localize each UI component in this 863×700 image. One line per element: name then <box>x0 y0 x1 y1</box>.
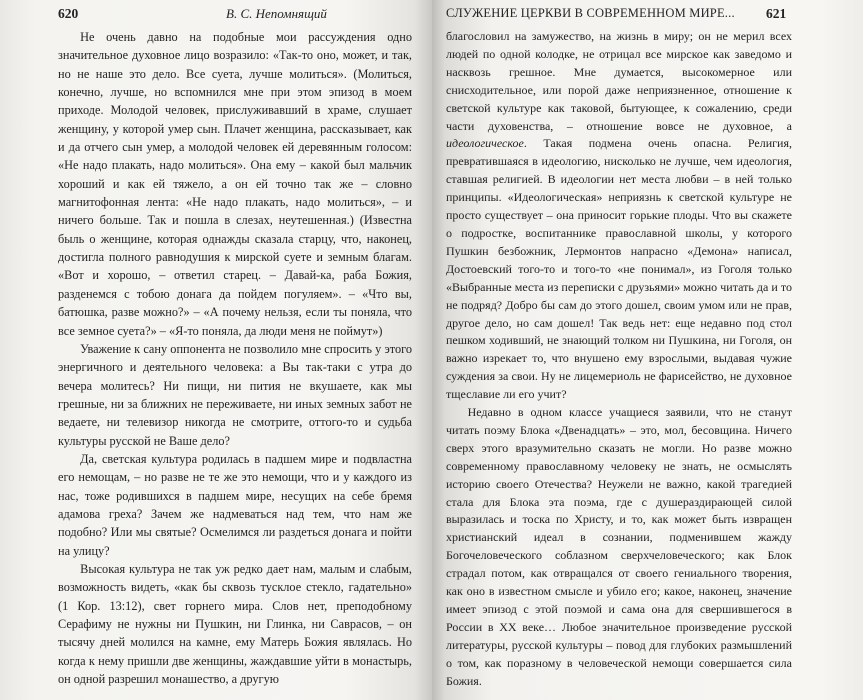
right-running-head: СЛУЖЕНИЕ ЦЕРКВИ В СОВРЕМЕННОМ МИРЕ... <box>446 6 735 20</box>
right-body-text <box>446 28 792 691</box>
left-paragraph-2: Уважение к сану оппонента не позволило мне спросить у этого энергичного и деятельного человека: а Вы так-таки с утра до вечера молитесь? Ни пищи, ни пития не вкушаете, как мы грешные, ни за ближних не переживаете, ни иных земных забот не ведаете, ни телевизор никогда не смотрите, оттого-то и судьба культуры русской не Ваше дело? <box>58 341 412 448</box>
left-paragraph-3: Да, светская культура родилась в падшем мире и подвластна его немощам, – но разве не те же это немощи, что и у каждого из нас, тоже родившихся в падшем мире, несущих на себе бремя адамова греха? Зачем же надмеваться над тем, что нам же подобно? Или мы святые? Осмелимся ли раздеться донага и пойти на улицу? <box>58 451 412 558</box>
right-paragraph-1 <box>446 28 792 404</box>
left-running-head: В. С. Непомнящий <box>226 6 327 21</box>
left-paragraph-4: Высокая культура не так уж редко дает нам, малым и слабым, возможность видеть, «как бы сквозь тусклое стекло, гадательно» (1 Кор. 13:12), свет горнего мира. Слов нет, преподобному Серафиму не нужны ни Пушкин, ни Глинка, ни Саврасов, – он тысячу дней молился на камне, ему Матерь Божия являлась. Но когда к нему пришли две женщины, жаждавшие уйти в монастырь, он одной разрешил монашество, а другую <box>58 561 412 687</box>
right-paragraph-1-start: благословил на замужество, на жизнь в миру; он не мерил всех людей по одной колодке, не отрицал все мирское как заведомо и насквозь грешное. Мне думается, высокомерное или снисходительное, или порой даже неприязненное, отношение к светской культуре как таковой, бытующее, к сожалению, среди части духовенства, – отношение вовсе не духовное, а <box>446 29 792 133</box>
left-body-text <box>58 28 412 688</box>
right-page-number: 621 <box>766 6 787 21</box>
left-page-number: 620 <box>58 6 79 21</box>
left-paragraph-1: Не очень давно на подобные мои рассуждения одно значительное духовное лицо возразило: «Так-то оно, может, и так, но не наше это дело. Все суета, лучше молиться». (Молиться, конечно, лучше, но вспомнился мне при этом эпизод в моем приходе. Молодой человек, прислуживавший в храме, слушает женщину, у которой умер сын. Плачет женщина, рассказывает, как и да отчего сын умер, а молодой человек ей деревянным голосом: «Не надо плакать, надо молиться». Она ему – какой был мальчик хороший и как ей тяжело, а он ей точно так же – словно магнитофонная лента: «Не надо плакать, надо молиться», – и ничего больше. Так и пошла в слезах, неутешенная.) (Известна быль о женщине, которая однажды сказала старцу, что, наконец, достигла полного равнодушия к мирской суете и земным благам. «Вот и хорошо, – ответил старец. – Давай-ка, раба Божия, разденемся с тобою донага да пойдем погуляем». – «Что вы, батюшка, разве можно?» – «А почему нельзя, если ты поняла, что все земное суета?» – «Я-то поняла, да люди меня не поймут») <box>58 30 412 338</box>
right-paragraph-1-italic: идеологическое <box>446 136 524 151</box>
right-paragraph-2: Недавно в одном классе учащиеся заявили, что не станут читать поэму Блока «Двенадцать» – это, мол, бесовщина. Ничего сверх этого вразумительно сказать не могли. Но разве можно современному православному человеку не знать, не осмыслять историю своего Отечества? Неужели не важно, какой трагедией стала для Блока эта поэма, где с душераздирающей силой выразилась и тоска по Христу, и то, как может быть извращен христианский идеал в сознании, подменившем жажду Богочеловеческого соблазном сверхчеловеческого; как Блок страдал потом, как отвращался от своего гениального творения, как оно в известном смысле и убило его; какое, наконец, значение имеет эпизод с этой поэмой и сама она для свершившегося в России в XX веке… Любое значительное произведение русской литературы, русской культуры – повод для глубоких размышлений о том, как поразному в человеческой немощи совершается сила Божия. <box>446 405 792 688</box>
right-page <box>432 0 863 700</box>
right-paragraph-1-end: . Такая подмена очень опасна. Религия, превратившаяся в идеологию, нисколько не лучше, чем идеология, ставшая религией. В идеологии нет места любви – в ней только принципы. «Идеологическая» неприязнь к светской культуре не просто существует – она приносит горькие плоды. Что вы скажете о подростке, воспитаннике православной школы, у которого Пушкин безбожник, Лермонтов напрасно «Демона» написал, Достоевский того-то и того-то «не понимал», из Гоголя только «Выбранные места из переписки с друзьями» можно читать да и то не подряд? Добро бы сам до этого дошел, своим умом или не прав, другое дело, но сам дошел! Так ведь нет: еще недавно под стол пешком ходивший, не знающий толком ни Пушкина, ни Гоголя, он важно изрекает то, что внушено ему взрослыми, выдавая чужие суждения за свои. Ну не лицемериоль не фарисейство, не духовное тщеславие ли его учит? <box>446 136 792 402</box>
